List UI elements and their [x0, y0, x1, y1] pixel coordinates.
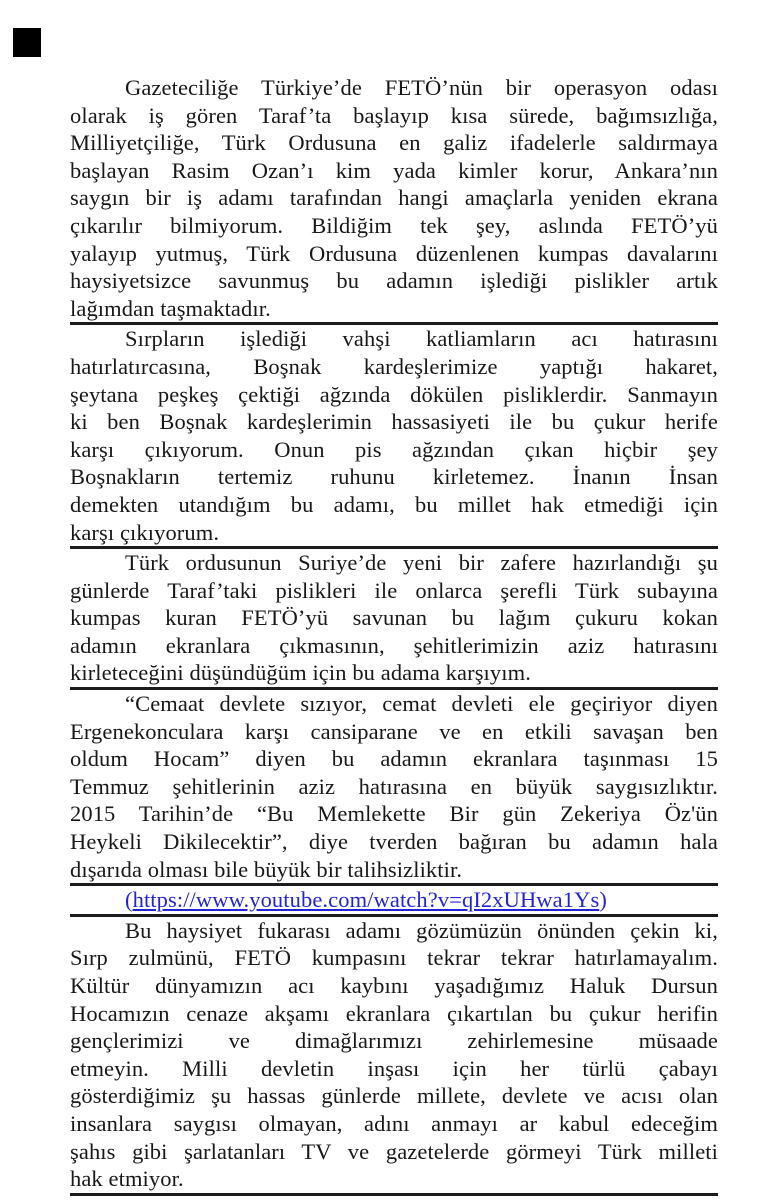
text-line: çıkarılır bilmiyorum. Bildiğim tek şey, aslında FETÖ’yü [70, 212, 718, 238]
text-line: hatırlatırcasına, Boşnak kardeşlerimize yaptığı hakaret, [70, 353, 718, 379]
text-line: Heykeli Dikilecektir”, diye tverden bağıran bu adamın hala [70, 829, 718, 855]
text-line: karşı çıkıyorum. [70, 519, 220, 545]
text-line: Sırp zulmünü, FETÖ kumpasını tekrar tekrar hatırlamayalım. [70, 945, 718, 971]
text-line: oldum Hocam” diyen bu adamın ekranlara taşınması 15 [70, 746, 718, 772]
corner-mark [13, 28, 41, 57]
text-line: Ergenekonculara karşı cansiparane ve en etkili savaşan ben [70, 718, 718, 744]
text-line: ki ben Boşnak kardeşlerimin hassasiyeti ile bu çukur herife [70, 409, 718, 435]
text-line: 2015 Tarihin’de “Bu Memlekette Bir gün Zekeriya Öz'ün [70, 801, 718, 827]
youtube-link[interactable]: https://www.youtube.com/watch?v=qI2xUHwa1Ys [132, 887, 600, 913]
text-line: şahıs gibi şarlatanları TV ve gazetelerde görmeyi Türk milleti [70, 1138, 718, 1164]
text-line: olarak iş gören Taraf’ta başlayıp kısa sürede, bağımsızlığa, [70, 102, 718, 128]
text-line: kirleteceğini düşündüğüm için bu adama karşıyım. [70, 660, 531, 686]
text-line: adamın ekranlara çıkmasının, şehitlerimizin aziz hatırasını [70, 632, 718, 658]
text-line: Hocamızın cenaze akşamı ekranlara çıkartılan bu çukur herifin [70, 1000, 718, 1026]
text-line: demekten utandığım bu adamı, bu millet hak etmediği için [70, 491, 718, 517]
text-line: Gazeteciliğe Türkiye’de FETÖ’nün bir operasyon odası [125, 75, 718, 100]
text-line: Kültür dünyamızın acı kaybını yaşadığımız Haluk Dursun [70, 973, 718, 998]
document-body [70, 74, 718, 1196]
text-line: “Cemaat devlete sızıyor, cemat devleti ele geçiriyor diyen [125, 691, 718, 717]
text-line: gösterdiğimiz şu hassas günlerde millete, devlete ve acısı olan [70, 1083, 718, 1109]
text-line: Boşnakların tertemiz ruhunu kirletemez. İnanın İnsan [70, 464, 718, 490]
text-line: insanlara saygısı olmayan, adını anmayı ar kabul edeceğim [70, 1110, 718, 1136]
text-line: Bu haysiyet fukarası adamı gözümüzün önünden çekin ki, [125, 917, 718, 943]
text-line: kumpas kuran FETÖ’yü savunan bu lağım çukuru kokan [70, 605, 718, 631]
text-line: haysiyetsizce savunmuş bu adamın işlediği pislikler artık [70, 268, 718, 294]
text-line: dışarıda olması bile büyük bir talihsizliktir. [70, 856, 463, 882]
text-line: Milliyetçiliğe, Türk Ordusuna en galiz ifadelerle saldırmaya [70, 130, 718, 156]
text-line: yalayıp yutmuş, Türk Ordusuna düzenlenen kumpas davalarını [70, 240, 718, 266]
text-line: Temmuz şehitlerinin aziz hatırasına en büyük saygısızlıktır. [70, 773, 718, 799]
text-line: lağımdan taşmaktadır. [70, 295, 271, 321]
text-line: karşı çıkıyorum. Onun pis ağzından çıkan hiçbir şey [70, 436, 718, 462]
paragraph [70, 325, 718, 549]
text-line: saygın bir iş adamı tarafından hangi amaçlarla yeniden ekrana [70, 185, 718, 211]
text-line: günlerde Taraf’taki pislikleri ile onlarca şerefli Türk subayına [70, 577, 718, 603]
text-line: Türk ordusunun Suriye’de yeni bir zafere hazırlandığı şu [125, 550, 718, 576]
paragraph [70, 74, 718, 325]
text-line: etmeyin. Milli devletin inşası için her türlü çabayı [70, 1055, 718, 1081]
paragraph [70, 549, 718, 690]
link-paragraph [70, 886, 718, 917]
text-line: şeytana peşkeş çektiği ağzında dökülen pisliklerdir. Sanmayın [70, 381, 718, 407]
paragraph [70, 917, 718, 1196]
link-line [70, 886, 718, 914]
text-line: gençlerimizi ve dimağlarımızı zehirlemesine müsaade [70, 1028, 718, 1054]
link-paren-open: ( [125, 887, 133, 913]
paragraph [70, 690, 718, 886]
text-line: Sırpların işlediği vahşi katliamların acı hatırasını [125, 326, 718, 352]
text-line: hak etmiyor. [70, 1166, 184, 1192]
link-paren-close: ) [599, 887, 607, 913]
text-line: başlayan Rasim Ozan’ı kim yada kimler korur, Ankara’nın [70, 157, 718, 183]
